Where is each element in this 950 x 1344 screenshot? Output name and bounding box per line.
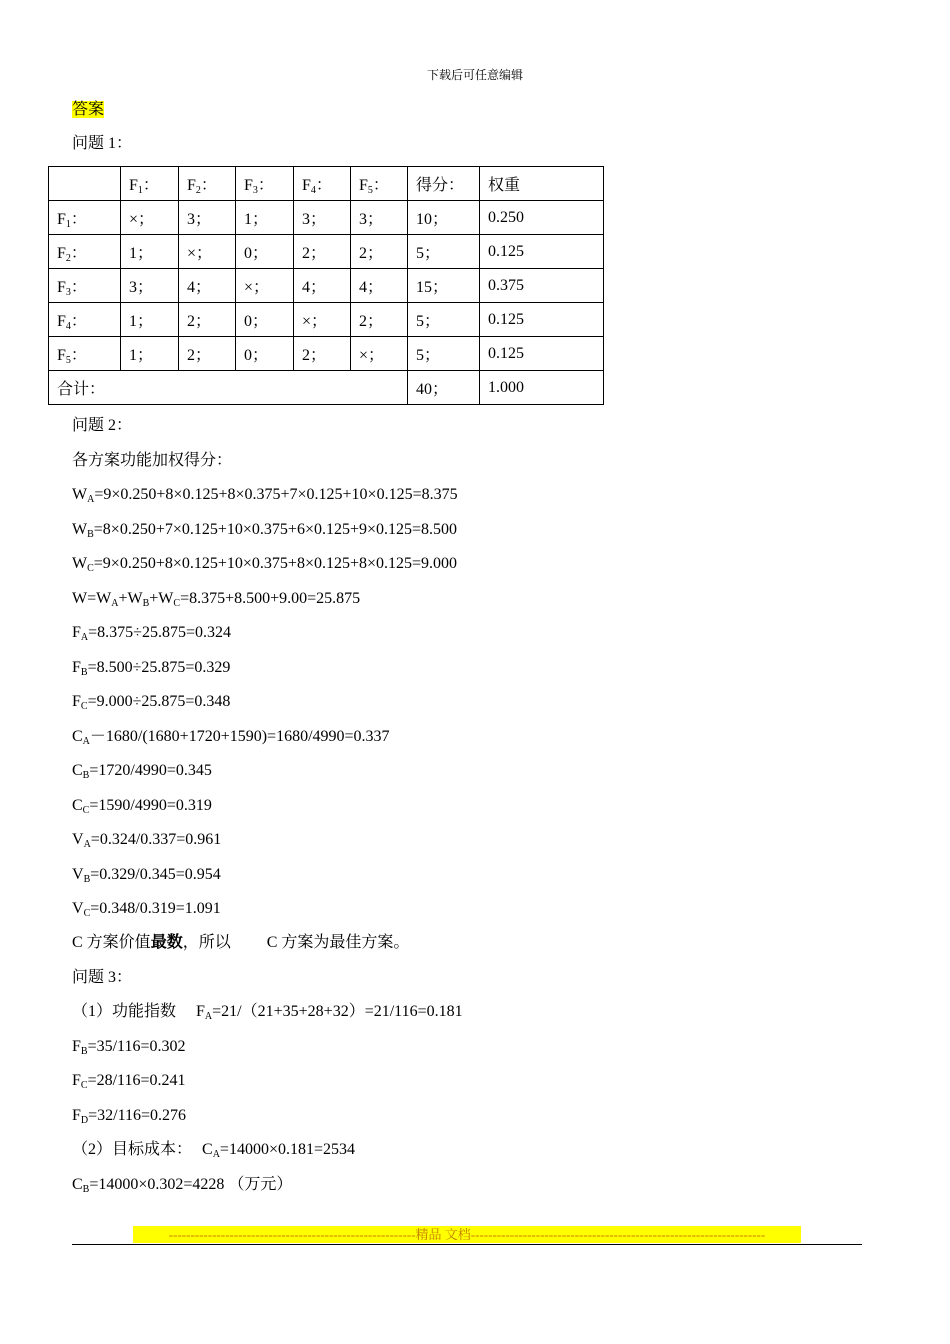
- table-cell: 2；: [294, 235, 351, 269]
- row-label: $F_1$：: [49, 201, 121, 235]
- pairwise-score-table: [48, 166, 604, 405]
- row-label: $F_5$：: [49, 337, 121, 371]
- table-cell: ×；: [236, 269, 294, 303]
- header-cell: $F_5$：: [351, 167, 408, 201]
- formula-fc: $F_C=9.000\div 25.875=0.348$: [72, 693, 231, 712]
- formula-wc: $W_C=9\times 0.250+8\times 0.125+10\times 0.375+8\times 0.125+8\times 0.125=9.000$: [72, 555, 458, 574]
- total-weight: 1.000: [480, 371, 604, 405]
- formula-fb: $F_B=8.500\div 25.875=0.329$: [72, 659, 231, 678]
- formula-cc: $C_C=1590/4990=0.319$: [72, 797, 212, 816]
- table-cell: 2；: [179, 337, 236, 371]
- q3-fc: $F_C=28/116=0.241$: [72, 1072, 186, 1091]
- table-cell: 2；: [351, 235, 408, 269]
- formula-w-total: $W=W_A+W_B+W_C=8.375+8.500+9.00=25.875$: [72, 590, 361, 609]
- q3-fd: $F_D=32/116=0.276$: [72, 1107, 187, 1126]
- score-cell: 5；: [408, 337, 480, 371]
- answer-title: 答案: [72, 101, 105, 118]
- weight-cell: 0.125: [480, 235, 604, 269]
- table-cell: 3；: [294, 201, 351, 235]
- weight-cell: 0.375: [480, 269, 604, 303]
- row-label: $F_4$：: [49, 303, 121, 337]
- table-cell: ×；: [351, 337, 408, 371]
- q3-function-index: （1）功能指数 $F_A=21/(21+35+28+32)=21/116=0.181$: [72, 1003, 463, 1022]
- header-cell: $F_4$：: [294, 167, 351, 201]
- formula-wb: $W_B=8\times 0.250+7\times 0.125+10\times 0.375+6\times 0.125+9\times 0.125=8.500$: [72, 521, 458, 540]
- header-cell-empty: [49, 167, 121, 201]
- table-cell: 2；: [179, 303, 236, 337]
- q3-target-cost: （2）目标成本： $C_A=14000\times 0.181=2534$: [72, 1141, 355, 1160]
- conclusion: C 方案价值最数，所以 C 方案为最佳方案。: [72, 934, 410, 951]
- page-header: 下载后可任意编辑: [426, 68, 523, 82]
- score-cell: 5；: [408, 235, 480, 269]
- table-row: [49, 201, 604, 235]
- table-cell: 3；: [351, 201, 408, 235]
- table-cell: ×；: [294, 303, 351, 337]
- table-row: [49, 269, 604, 303]
- header-cell: $F_3$：: [236, 167, 294, 201]
- table-cell: 4；: [351, 269, 408, 303]
- formula-vc: $V_C=0.348/0.319=1.091$: [72, 900, 221, 919]
- total-label: 合计：: [49, 371, 408, 405]
- footer-rule: [72, 1244, 862, 1245]
- formula-wa: $W_A=9\times 0.250+8\times 0.125+8\times 0.375+7\times 0.125+10\times 0.125=8.375$: [72, 486, 458, 505]
- formula-cb: $C_B=1720/4990=0.345$: [72, 762, 212, 781]
- table-row: [49, 235, 604, 269]
- formula-fa: $F_A=8.375\div 25.875=0.324$: [72, 624, 231, 643]
- q3-cb: $C_B=14000\times 0.302=4228$ （万元）: [72, 1176, 293, 1195]
- table-cell: 0；: [236, 337, 294, 371]
- question-2-heading: 问题 2：: [72, 417, 133, 434]
- q3-fb: $F_B=35/116=0.302$: [72, 1038, 186, 1057]
- table-cell: 0；: [236, 303, 294, 337]
- table-cell: 3；: [121, 269, 179, 303]
- total-score: 40；: [408, 371, 480, 405]
- weight-cell: 0.125: [480, 303, 604, 337]
- score-cell: 5；: [408, 303, 480, 337]
- header-cell: 权重: [480, 167, 604, 201]
- score-cell: 15；: [408, 269, 480, 303]
- table-cell: 2；: [351, 303, 408, 337]
- table-cell: 0；: [236, 235, 294, 269]
- question-1-heading: 问题 1：: [72, 135, 133, 152]
- weight-cell: 0.250: [480, 201, 604, 235]
- header-cell: $F_2$：: [179, 167, 236, 201]
- row-label: $F_2$：: [49, 235, 121, 269]
- table-cell: 4；: [179, 269, 236, 303]
- weight-cell: 0.125: [480, 337, 604, 371]
- table-cell: ×；: [179, 235, 236, 269]
- score-cell: 10；: [408, 201, 480, 235]
- header-cell: 得分：: [408, 167, 480, 201]
- table-cell: 1；: [121, 337, 179, 371]
- table-cell: 2；: [294, 337, 351, 371]
- table-cell: 3；: [179, 201, 236, 235]
- table-cell: 1；: [121, 303, 179, 337]
- table-cell: 1；: [121, 235, 179, 269]
- table-total-row: [49, 371, 604, 405]
- table-cell: ×；: [121, 201, 179, 235]
- table-header-row: [49, 167, 604, 201]
- footer-banner: ---------------------------------------------------------精品 文档--------------------------------------------------------------------: [133, 1226, 801, 1243]
- header-cell: $F_1$：: [121, 167, 179, 201]
- formula-vb: $V_B=0.329/0.345=0.954$: [72, 866, 221, 885]
- table-cell: 1；: [236, 201, 294, 235]
- formula-va: $V_A=0.324/0.337=0.961$: [72, 831, 222, 850]
- question-3-heading: 问题 3：: [72, 969, 133, 986]
- table-cell: 4；: [294, 269, 351, 303]
- q2-intro: 各方案功能加权得分：: [72, 452, 233, 469]
- table-row: [49, 337, 604, 371]
- table-row: [49, 303, 604, 337]
- row-label: $F_3$：: [49, 269, 121, 303]
- formula-ca: $C_A-1680/(1680+1720+1590)=1680/4990=0.337$: [72, 728, 390, 747]
